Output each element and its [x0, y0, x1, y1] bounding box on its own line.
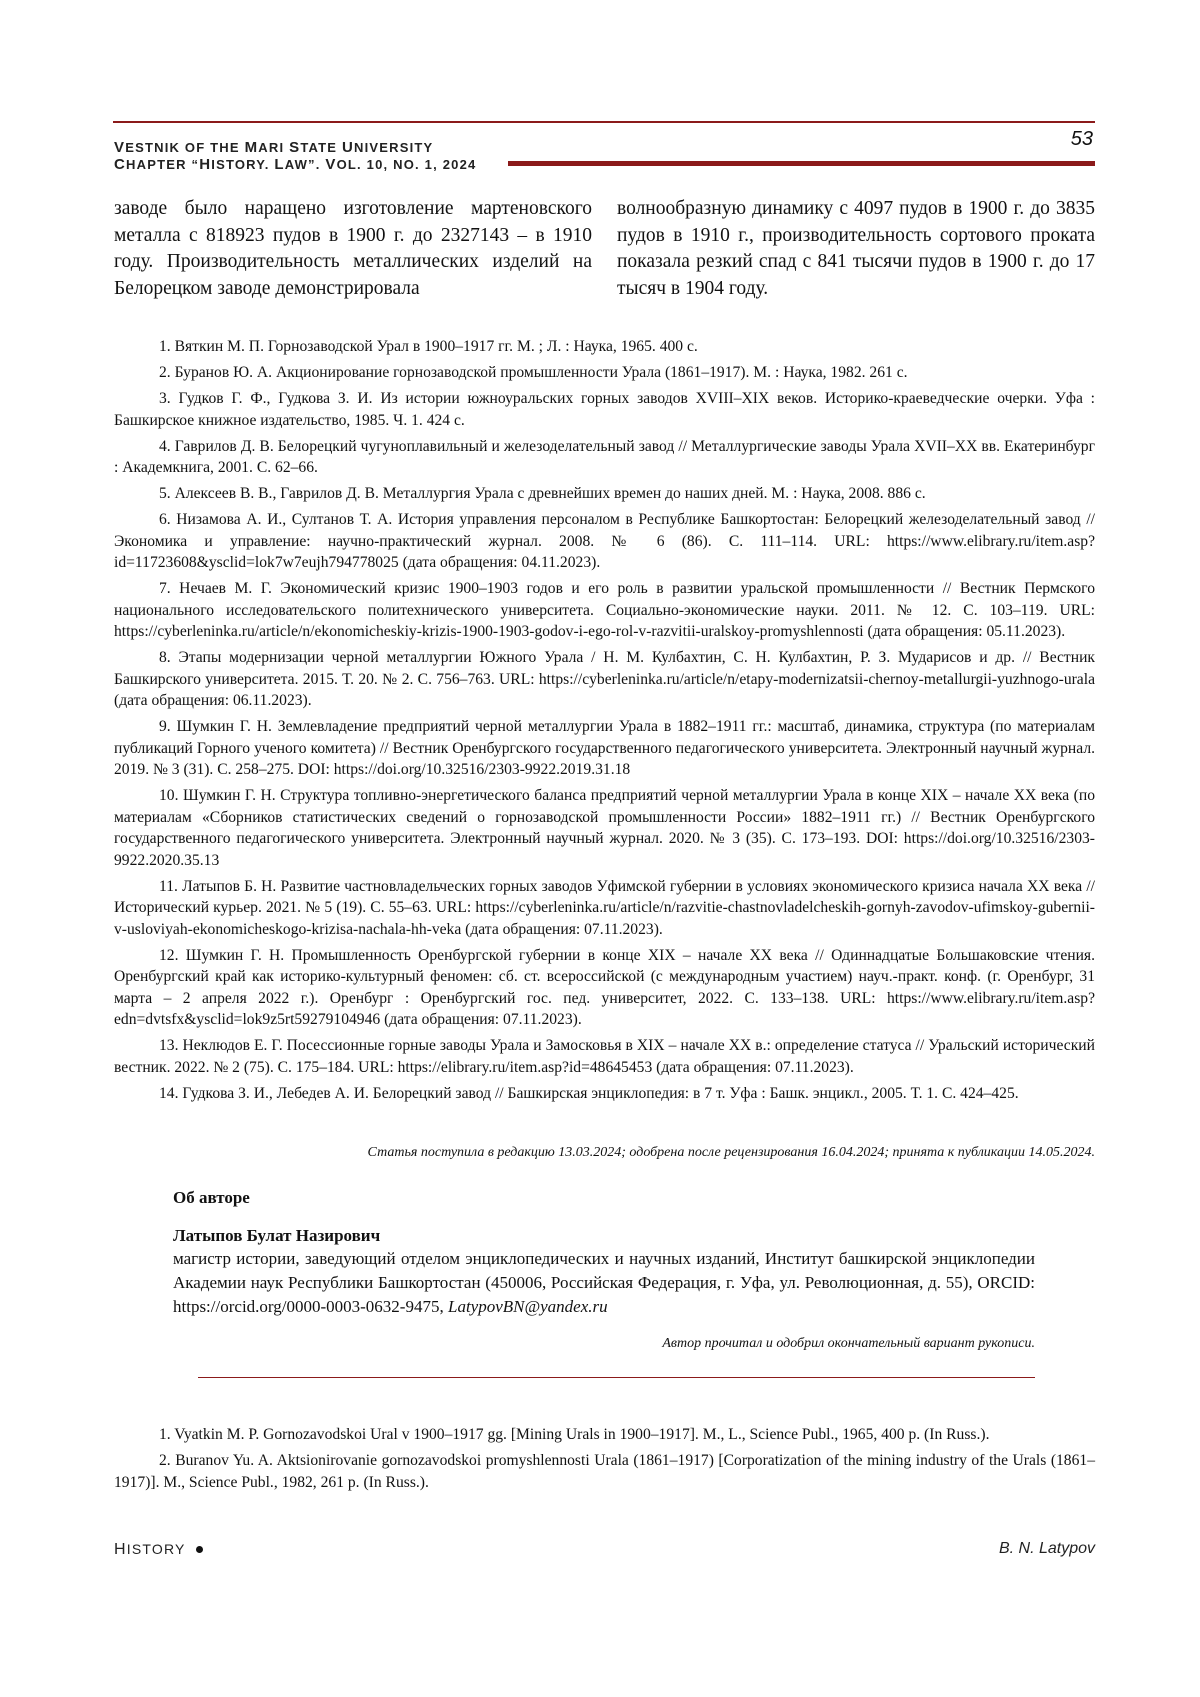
journal-title-line-2: CHAPTER “HISTORY. LAW”. VOL. 10, NO. 1, 2024: [114, 156, 477, 173]
reference-item: 2. Буранов Ю. А. Акционирование горнозаводской промышленности Урала (1861–1917). М. : Наука, 1982. 261 с.: [159, 364, 908, 381]
author-heading: Об авторе: [173, 1188, 250, 1207]
author-block: [173, 1188, 1035, 1319]
header-top-rule: [113, 121, 1095, 123]
body-text-right-column: волнообразную динамику с 4097 пудов в 1900 г. до 3835 пудов в 1910 г., производительность сортового проката показала резкий спад с 841 тысячи пудов в 1900 г. до 17 тысяч в 1904 году.: [617, 198, 1095, 299]
reference-item: 14. Гудкова З. И., Лебедев А. И. Белорецкий завод // Башкирская энциклопедия: в 7 т. Уфа : Башк. энцикл., 2005. Т. 1. С. 424–425.: [159, 1084, 1019, 1102]
footer-section: HISTORY: [114, 1541, 203, 1559]
reference-item: 1. Вяткин М. П. Горнозаводской Урал в 1900–1917 гг. М. ; Л. : Наука, 1965. 400 с.: [159, 338, 698, 355]
footer-author: B. N. Latypov: [998, 1540, 1095, 1557]
reference-item: 3. Гудков Г. Ф., Гудкова З. И. Из истории южноуральских горных заводов XVIII–XIX веков. Историко-краеведческие очерки. Уфа : Башкирское книжное издательство, 1985. Ч. 1. 424 с.: [114, 390, 1095, 429]
reference-item: 12. Шумкин Г. Н. Промышленность Оренбургской губернии в конце XIX – начале XX века // Одиннадцатые Большаковские чтения. Оренбургский край как историко-культурный феномен: сб. ст. всероссийской (с международным участием) науч.-практ. конф. (г. Оренбург, 31 марта – 2 апреля 2022 г.). Оренбург : Оренбургский гос. пед. университет, 2022. С. 133–138. URL: https://www.elibrary.ru/item.asp?edn=dvtsfx&ysclid=lok9z5rt59279104946 (дата обращения: 07.11.2023).: [114, 946, 1095, 1028]
page-number: 53: [1070, 128, 1093, 150]
reference-en-item: 2. Buranov Yu. A. Aktsionirovanie gornozavodskoi promyshlennosti Urala (1861–1917) [Corporatization of the mining industry of the Urals (1861–1917)]. M., Science Publ., 1982, 261 p. (In Russ.).: [114, 1452, 1095, 1491]
author-approval-note: Автор прочитал и одобрил окончательный вариант рукописи.: [662, 1336, 1035, 1351]
author-description: [173, 1247, 1035, 1319]
journal-title: [114, 139, 476, 173]
reference-item: 11. Латыпов Б. Н. Развитие частновладельческих горных заводов Уфимской губернии в условиях экономического кризиса начала XX века // Исторический курьер. 2021. № 5 (19). С. 55–63. URL: https://cyberleninka.ru/article/n/razvitie-chastnovladelcheskih-gornyh-zavodov-ufimskoy-gubernii-v-usloviyah-ekonomicheskogo-krizisa-nachala-hh-veka (дата обращения: 07.11.2023).: [114, 877, 1095, 938]
bullet-icon: [196, 1546, 203, 1553]
header-thick-rule: [508, 161, 1095, 166]
references-list: [114, 336, 1095, 1109]
reference-item: 6. Низамова А. И., Султанов Т. А. История управления персоналом в Республике Башкортостан: Белорецкий железоделательный завод // Экономика и управление: научно-практический журнал. 2008. № 6 (86). С. 111–114. URL: https://www.elibrary.ru/item.asp?id=11723608&ysclid=lok7w7eujh794778025 (дата обращения: 04.11.2023).: [114, 511, 1095, 571]
author-email[interactable]: LatypovBN@yandex.ru: [447, 1297, 608, 1316]
section-divider: [198, 1377, 1035, 1378]
reference-item: 7. Нечаев М. Г. Экономический кризис 1900–1903 годов и его роль в развитии уральской промышленности // Вестник Пермского национального исследовательского политехнического университета. Социально-экономические науки. 2011. № 12. С. 103–119. URL: https://cyberleninka.ru/article/n/ekonomicheskiy-krizis-1900-1903-godov-i-ego-rol-v-razvitii-uralskoy-promyshlennosti (дата обращения: 05.11.2023).: [114, 580, 1095, 640]
reference-item: 10. Шумкин Г. Н. Структура топливно-энергетического баланса предприятий черной металлургии Урала в конце XIX – начале XX века (по материалам «Сборников статистических сведений о горнозаводской промышленности России» 1882–1911 гг.) // Вестник Оренбургского государственного педагогического университета. Электронный научный журнал. 2020. № 3 (35). С. 173–193. DOI: https://doi.org/10.32516/2303-9922.2020.35.13: [114, 787, 1095, 869]
reference-item: 8. Этапы модернизации черной металлургии Южного Урала / Н. М. Кулбахтин, С. Н. Кулбахтин, Р. З. Мударисов и др. // Вестник Башкирского университета. 2015. Т. 20. № 2. С. 756–763. URL: https://cyberleninka.ru/article/n/etapy-modernizatsii-chernoy-metallurgii-yuzhnogo-urala (дата обращения: 06.11.2023).: [114, 649, 1095, 709]
reference-item: 5. Алексеев В. В., Гаврилов Д. В. Металлургия Урала с древнейших времен до наших дней. М. : Наука, 2008. 886 с.: [159, 485, 926, 502]
reference-item: 4. Гаврилов Д. В. Белорецкий чугуноплавильный и железоделательный завод // Металлургические заводы Урала XVII–XX вв. Екатеринбург : Академкнига, 2001. С. 62–66.: [114, 437, 1095, 476]
journal-title-line-1: VESTNIK OF THE MARI STATE UNIVERSITY: [114, 139, 434, 156]
references-en-list: [114, 1424, 1095, 1498]
author-affiliation: магистр истории, заведующий отделом энциклопедических и научных изданий, Институт башкирской энциклопедии Академии наук Республики Башкортостан (450006, Российская Федерация, г. Уфа, ул. Революционная, д. 55), ORCID: https://orcid.org/0000-0003-0632-9475,: [173, 1249, 1035, 1316]
body-text-left-column: заводе было наращено изготовление мартеновского металла с 818923 пудов в 1900 г. до 2327143 – в 1910 году. Производительность металлических изделий на Белорецком заводе демонстрировала: [114, 198, 592, 299]
reference-item: 9. Шумкин Г. Н. Землевладение предприятий черной металлургии Урала в 1882–1911 гг.: масштаб, динамика, структура (по материалам публикаций Горного ученого комитета) // Вестник Оренбургского государственного педагогического университета. Электронный научный журнал. 2019. № 3 (31). С. 258–275. DOI: https://doi.org/10.32516/2303-9922.2019.31.18: [114, 718, 1095, 778]
author-name: Латыпов Булат Назирович: [173, 1226, 381, 1245]
reference-item: 13. Неклюдов Е. Г. Посессионные горные заводы Урала и Замосковья в XIX – начале XX в.: определение статуса // Уральский исторический вестник. 2022. № 2 (75). С. 175–184. URL: https://elibrary.ru/item.asp?id=48645453 (дата обращения: 07.11.2023).: [114, 1037, 1095, 1076]
article-dates-note: Статья поступила в редакцию 13.03.2024; одобрена после рецензирования 16.04.2024; принята к публикации 14.05.2024.: [367, 1145, 1095, 1160]
reference-en-item: 1. Vyatkin M. P. Gornozavodskoi Ural v 1900–1917 gg. [Mining Urals in 1900–1917]. M., L., Science Publ., 1965, 400 p. (In Russ.).: [159, 1426, 990, 1443]
